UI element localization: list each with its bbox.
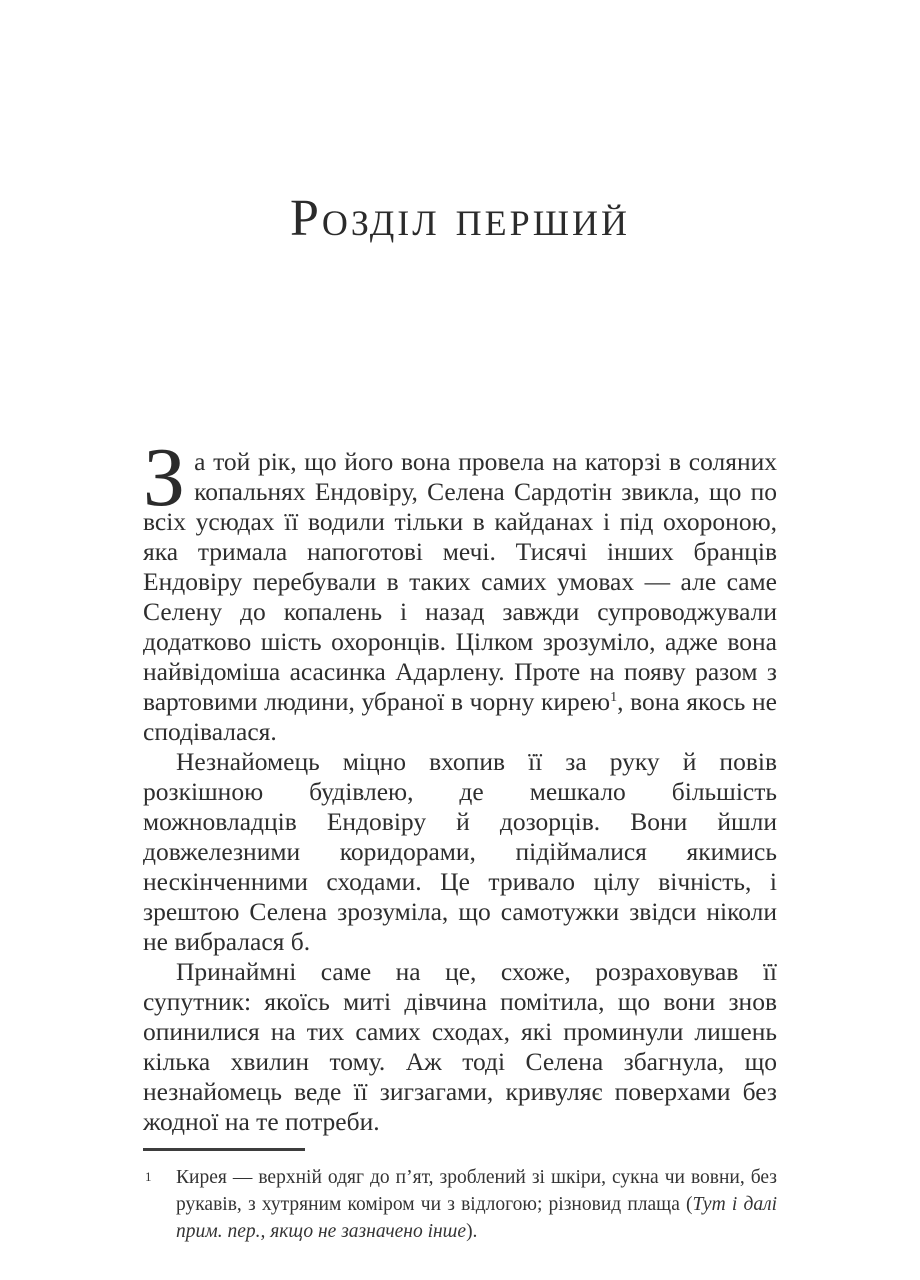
footnote-block (143, 1148, 777, 1245)
chapter-title: Розділ перший (289, 190, 631, 247)
footnote-marker: 1 (145, 1169, 152, 1184)
paragraph-first (143, 431, 777, 747)
paragraph-third: Принаймні саме на це, схоже, розраховував її супутник: якоїсь миті дівчина помітила, що вони знов опинилися на тих самих сходах, які проминули лишень кілька хвилин тому. Аж тоді Селена збагнула, що незнайомець веде її зигзагами, кривуляє поверхами без жодної на те потреби. (143, 957, 777, 1136)
paragraph-text: а той рік, що його вона провела на каторзі в соляних копальнях Ендовіру, Селена Сардотін звикла, що по всіх усюдах її водили тільки в кайданах і під охороною, яка тримала напоготові мечі. Тисячі інших бранців Ендовіру перебували в таких самих умовах — але саме Селену до копалень і назад завжди супроводжували додатково шість охоронців. Цілком зрозуміло, адже вона найвідоміша асасинка Адарлену. Проте на появу разом з вартовими людини, убраної в чорну кирею (143, 447, 777, 716)
footnote-italic-note: Тут і далі прим. пер., якщо не зазначено інше (176, 1194, 777, 1242)
footnote-closing: ). (466, 1221, 478, 1242)
body-text (143, 431, 777, 1245)
footnote-ref: 1 (610, 690, 618, 705)
footnote-separator (143, 1148, 305, 1151)
footnote (143, 1164, 777, 1245)
paragraph-second: Незнайомець міцно вхопив її за руку й повів розкішною будівлею, де мешкало більшість можновладців Ендовіру й дозорців. Вони йшли довжелезними коридорами, підіймалися якимись нескінченними сходами. Це тривало цілу вічність, і зрештою Селена зрозуміла, що самотужки звідси ніколи не вибралася б. (143, 747, 777, 956)
drop-cap: З (143, 431, 186, 524)
footnote-text: Кирея — верхній одяг до п’ят, зроблений зі шкіри, сукна чи вовни, без рукавів, з хутряним коміром чи з відлогою; різновид плаща ( (176, 1167, 777, 1215)
paragraph-text: , вона якось не сподівалася. (143, 687, 777, 746)
